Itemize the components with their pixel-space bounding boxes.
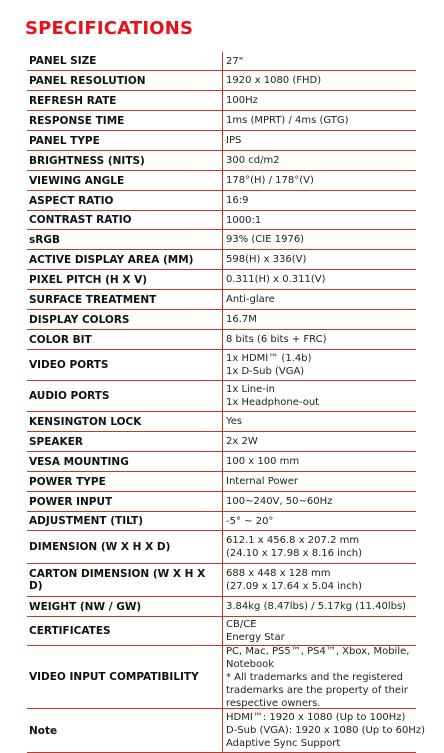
page-title: SPECIFICATIONS bbox=[25, 18, 194, 39]
spec-value-line: Energy Star bbox=[226, 632, 285, 643]
spec-row bbox=[27, 617, 416, 646]
spec-value bbox=[222, 52, 416, 70]
spec-value-line: 300 cd/m2 bbox=[226, 155, 280, 166]
spec-value bbox=[222, 151, 416, 170]
spec-value bbox=[222, 412, 416, 431]
spec-row bbox=[27, 432, 416, 452]
spec-value bbox=[222, 230, 416, 249]
spec-label: BRIGHTNESS (NITS) bbox=[29, 154, 145, 167]
spec-value-line: 1x Line-in bbox=[226, 384, 276, 395]
spec-value bbox=[222, 91, 416, 110]
spec-row bbox=[27, 412, 416, 432]
spec-row bbox=[27, 111, 416, 131]
spec-value bbox=[222, 350, 416, 380]
spec-value-line: 1ms (MPRT) / 4ms (GTG) bbox=[226, 115, 349, 126]
spec-label: COLOR BIT bbox=[29, 333, 92, 346]
spec-label: sRGB bbox=[29, 233, 60, 246]
spec-value bbox=[222, 71, 416, 90]
spec-label: WEIGHT (NW / GW) bbox=[29, 600, 142, 613]
spec-value bbox=[222, 597, 416, 616]
spec-value-line: CB/CE bbox=[226, 619, 257, 630]
spec-label: PIXEL PITCH (H X V) bbox=[29, 273, 148, 286]
spec-row bbox=[27, 531, 416, 564]
spec-value-line: 2x 2W bbox=[226, 436, 258, 447]
spec-row bbox=[27, 151, 416, 171]
spec-value bbox=[222, 472, 416, 491]
spec-value-line: 178°(H) / 178°(V) bbox=[226, 175, 314, 186]
spec-row bbox=[27, 646, 416, 709]
spec-value bbox=[222, 646, 416, 708]
spec-value-line: 100~240V, 50~60Hz bbox=[226, 496, 333, 507]
spec-value-line: 0.311(H) x 0.311(V) bbox=[226, 274, 326, 285]
spec-value-line: Yes bbox=[226, 416, 243, 427]
spec-label: DIMENSION (W X H X D) bbox=[29, 541, 171, 553]
spec-value-line: D-Sub (VGA): 1920 x 1080 (Up to 60Hz) bbox=[226, 725, 426, 736]
spec-value bbox=[222, 531, 416, 563]
spec-value-line: (24.10 x 17.98 x 8.16 inch) bbox=[226, 548, 363, 559]
spec-row bbox=[27, 211, 416, 230]
spec-row bbox=[27, 472, 416, 492]
spec-value bbox=[222, 250, 416, 269]
spec-value-line: 612.1 x 456.8 x 207.2 mm bbox=[226, 535, 360, 546]
spec-value-line: IPS bbox=[226, 135, 242, 146]
spec-value-line: 8 bits (6 bits + FRC) bbox=[226, 334, 327, 345]
spec-row bbox=[27, 191, 416, 211]
spec-row bbox=[27, 709, 426, 753]
spec-value-line: respective owners. bbox=[226, 697, 321, 709]
spec-value-line: 688 x 448 x 128 mm bbox=[226, 568, 331, 579]
spec-value bbox=[222, 492, 416, 511]
spec-value-line: HDMI™: 1920 x 1080 (Up to 100Hz) bbox=[226, 712, 406, 723]
spec-value bbox=[222, 381, 416, 411]
spec-value bbox=[222, 564, 416, 596]
spec-label: SPEAKER bbox=[29, 435, 83, 448]
spec-label: POWER TYPE bbox=[29, 475, 106, 488]
spec-label: ASPECT RATIO bbox=[29, 194, 114, 207]
spec-value bbox=[222, 171, 416, 190]
spec-row bbox=[27, 492, 416, 512]
spec-value bbox=[222, 211, 416, 229]
spec-row bbox=[27, 452, 416, 472]
spec-value bbox=[222, 111, 416, 130]
spec-label: VIDEO INPUT COMPATIBILITY bbox=[29, 671, 199, 683]
spec-label: KENSINGTON LOCK bbox=[29, 415, 142, 428]
spec-label: SURFACE TREATMENT bbox=[29, 293, 157, 306]
spec-label: POWER INPUT bbox=[29, 495, 113, 508]
spec-label: CARTON DIMENSION (W X H X D) bbox=[29, 568, 206, 592]
spec-value-line: 3.84kg (8.47lbs) / 5.17kg (11.40lbs) bbox=[226, 601, 407, 612]
spec-value-line: 1000:1 bbox=[226, 214, 262, 226]
spec-label: REFRESH RATE bbox=[29, 94, 117, 107]
spec-value-line: 1x D-Sub (VGA) bbox=[226, 366, 305, 377]
spec-row bbox=[27, 350, 416, 381]
spec-value-line: 100 x 100 mm bbox=[226, 456, 300, 467]
spec-value-line: Adaptive Sync Support bbox=[226, 738, 341, 749]
spec-row bbox=[27, 71, 416, 91]
spec-label: ADJUSTMENT (TILT) bbox=[29, 515, 144, 527]
spec-row bbox=[27, 290, 416, 310]
spec-value-line: * All trademarks and the registered bbox=[226, 671, 404, 683]
spec-row bbox=[27, 512, 416, 531]
spec-value bbox=[222, 191, 416, 210]
spec-row bbox=[27, 597, 416, 617]
spec-value-line: Internal Power bbox=[226, 476, 298, 487]
spec-row bbox=[27, 270, 416, 290]
spec-value bbox=[222, 709, 425, 752]
spec-row bbox=[27, 330, 416, 350]
spec-row bbox=[27, 131, 416, 151]
spec-label: VIEWING ANGLE bbox=[29, 174, 125, 187]
spec-row bbox=[27, 91, 416, 111]
spec-value-line: PC, Mac, PS5™, PS4™, Xbox, Mobile, bbox=[226, 645, 410, 657]
spec-value-line: 16:9 bbox=[226, 195, 249, 206]
spec-value-line: 1x Headphone-out bbox=[226, 397, 320, 408]
spec-label: Note bbox=[29, 724, 58, 737]
spec-value-line: 16.7M bbox=[226, 314, 257, 325]
spec-value bbox=[222, 432, 416, 451]
spec-label: PANEL SIZE bbox=[29, 55, 97, 67]
spec-value bbox=[222, 131, 416, 150]
spec-row bbox=[27, 564, 416, 597]
spec-value bbox=[222, 617, 416, 645]
spec-value-line: 100Hz bbox=[226, 95, 258, 106]
spec-row bbox=[27, 171, 416, 191]
spec-value-line: 93% (CIE 1976) bbox=[226, 234, 305, 245]
spec-label: PANEL TYPE bbox=[29, 134, 100, 147]
spec-row bbox=[27, 52, 416, 71]
spec-value-line: 598(H) x 336(V) bbox=[226, 254, 307, 265]
spec-label: CONTRAST RATIO bbox=[29, 214, 132, 226]
spec-label: ACTIVE DISPLAY AREA (MM) bbox=[29, 253, 194, 266]
spec-label: AUDIO PORTS bbox=[29, 390, 110, 402]
spec-label: DISPLAY COLORS bbox=[29, 313, 130, 326]
spec-label: CERTIFICATES bbox=[29, 625, 111, 637]
spec-label: VESA MOUNTING bbox=[29, 455, 129, 468]
spec-value bbox=[222, 330, 416, 349]
spec-row bbox=[27, 310, 416, 330]
spec-value-line: trademarks are the property of their bbox=[226, 684, 408, 696]
spec-value-line: 1920 x 1080 (FHD) bbox=[226, 75, 322, 86]
spec-row bbox=[27, 381, 416, 412]
spec-label: PANEL RESOLUTION bbox=[29, 74, 146, 87]
spec-label: VIDEO PORTS bbox=[29, 359, 109, 371]
spec-value-line: Notebook bbox=[226, 658, 275, 670]
spec-label: RESPONSE TIME bbox=[29, 114, 125, 127]
spec-row bbox=[27, 250, 416, 270]
spec-value bbox=[222, 452, 416, 471]
spec-value-line: (27.09 x 17.64 x 5.04 inch) bbox=[226, 581, 363, 592]
spec-value bbox=[222, 270, 416, 289]
spec-row bbox=[27, 230, 416, 250]
spec-value-line: 27" bbox=[226, 55, 244, 67]
spec-value bbox=[222, 290, 416, 309]
spec-value bbox=[222, 512, 416, 530]
spec-value-line: Anti-glare bbox=[226, 294, 275, 305]
spec-value bbox=[222, 310, 416, 329]
spec-value-line: 1x HDMI™ (1.4b) bbox=[226, 353, 312, 364]
spec-table bbox=[27, 52, 426, 753]
spec-value-line: -5° ~ 20° bbox=[226, 515, 274, 527]
